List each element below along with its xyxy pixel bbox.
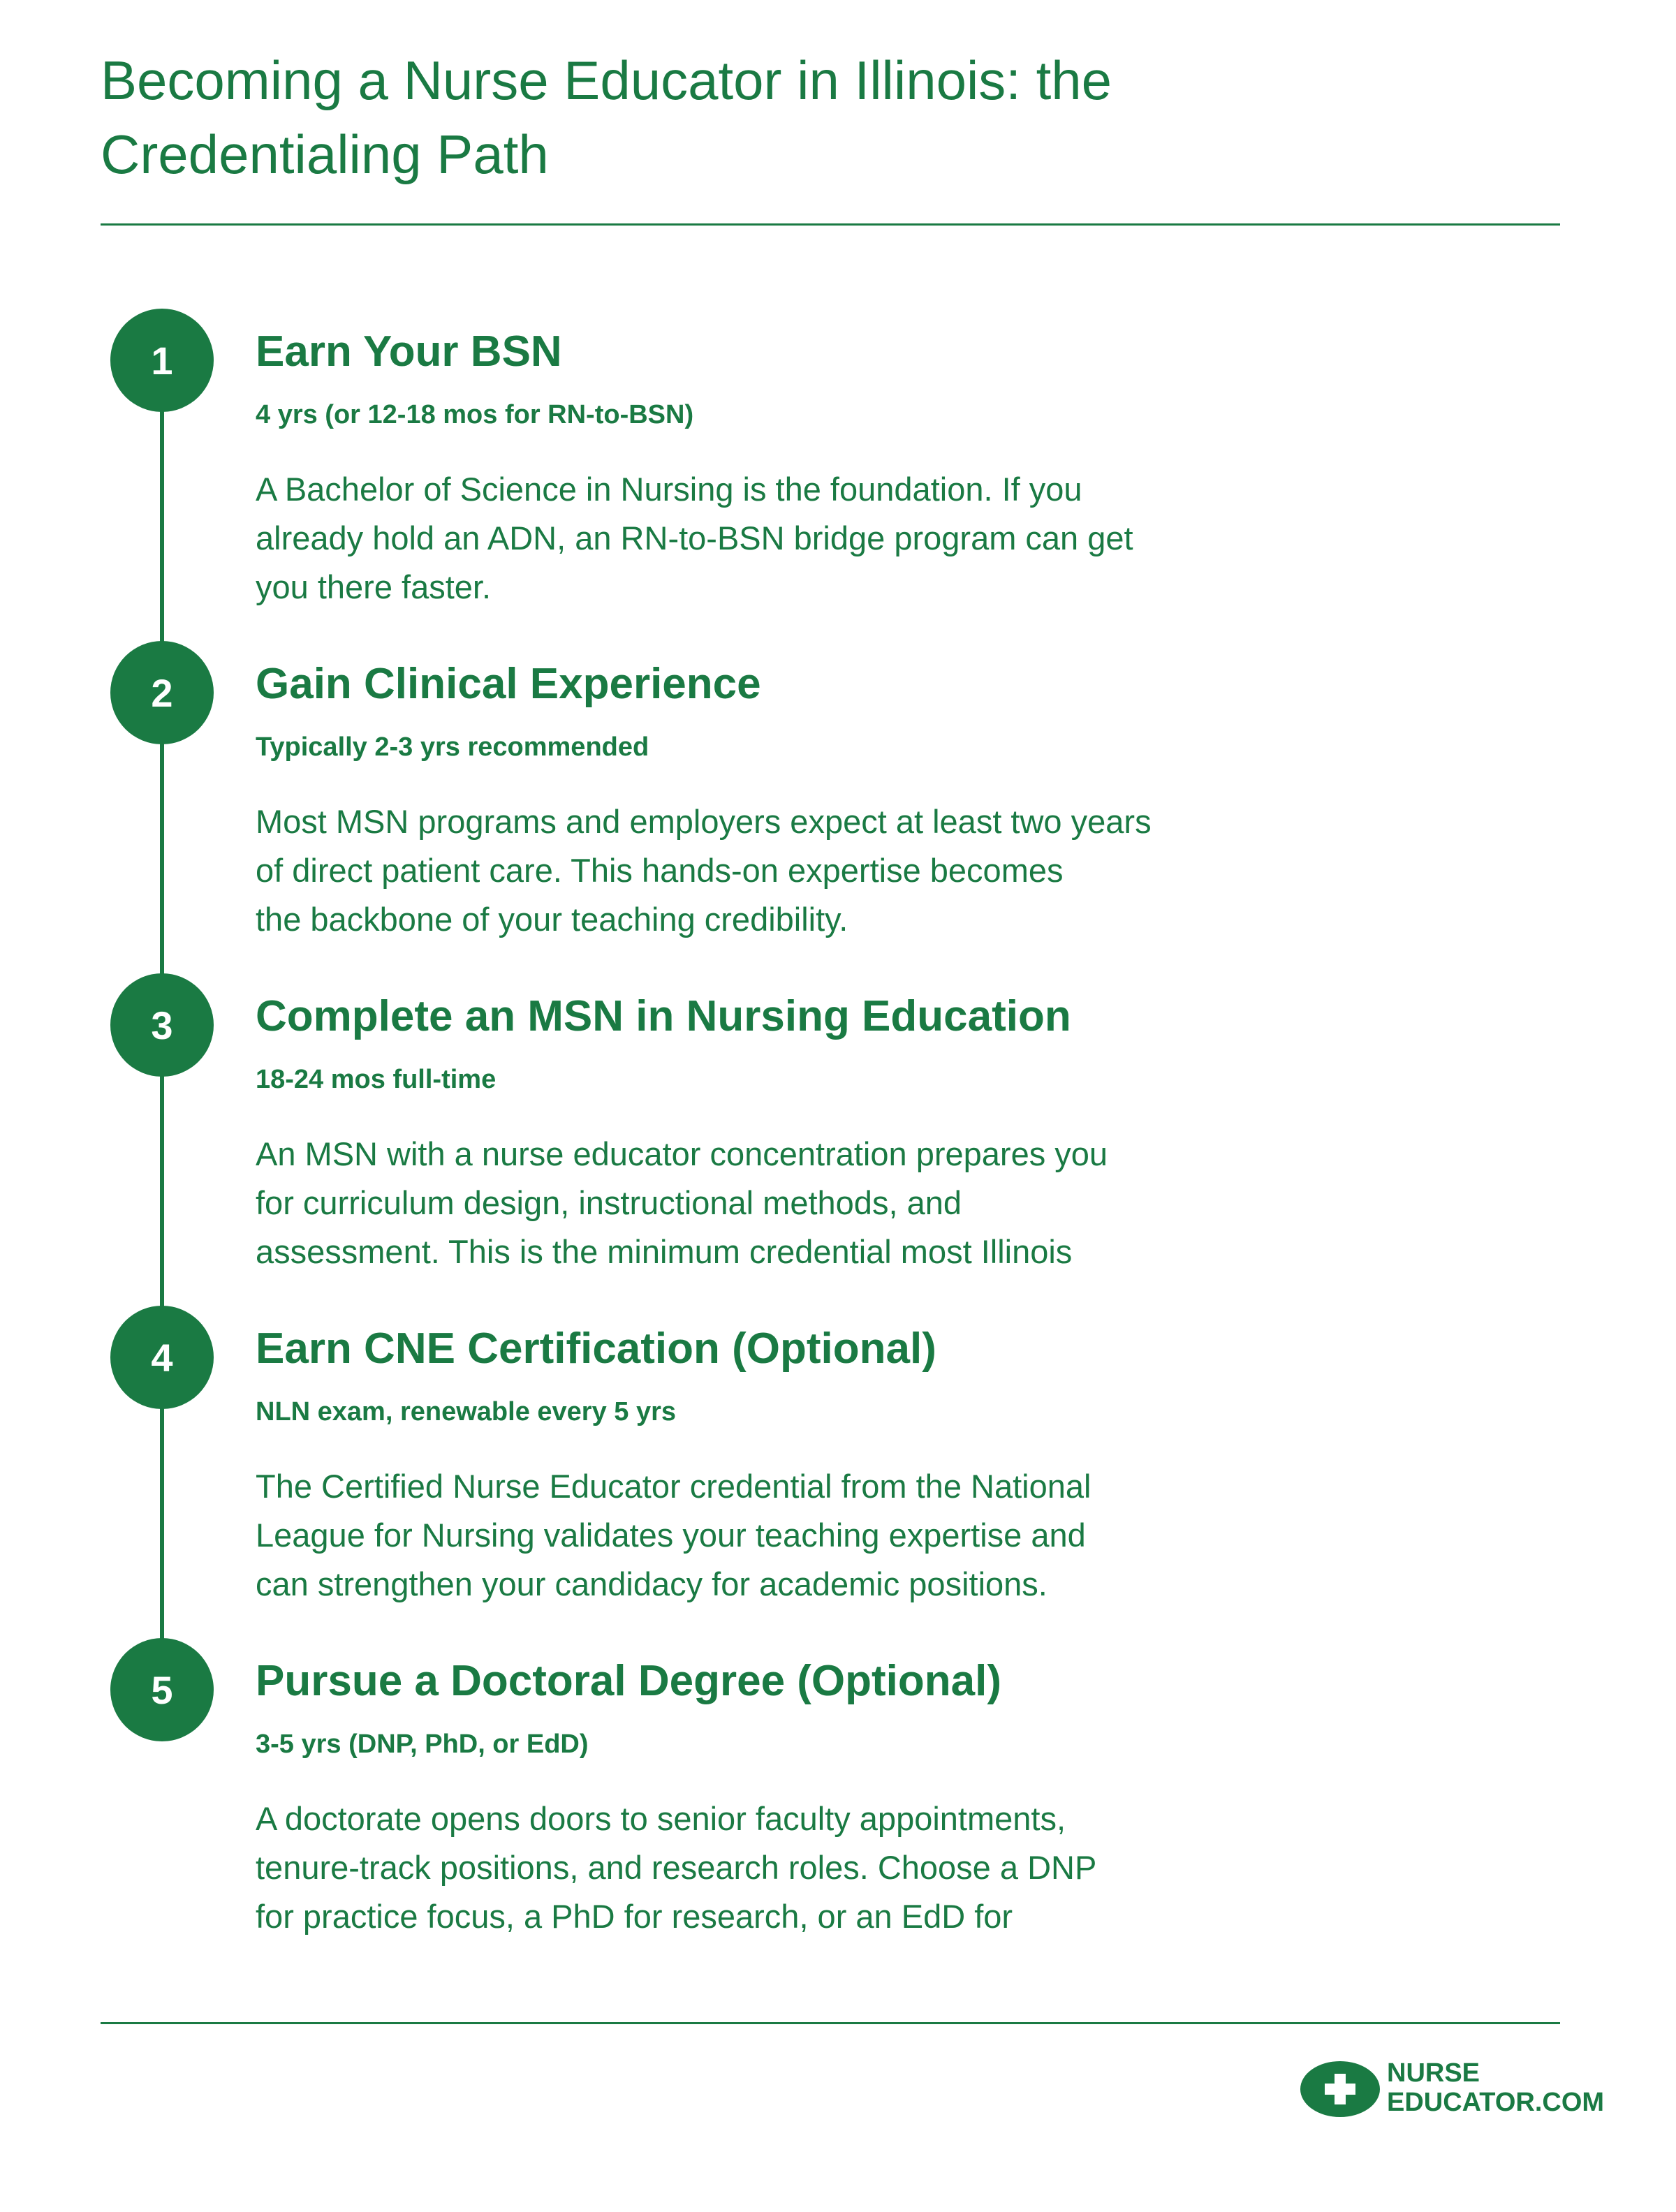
step-number-badge: 3 xyxy=(110,973,214,1077)
step-title: Earn CNE Certification (Optional) xyxy=(256,1325,936,1373)
description-line: tenure-track positions, and research roles. Choose a DNP xyxy=(256,1849,1097,1886)
description-line: League for Nursing validates your teaching expertise and xyxy=(256,1517,1086,1554)
step-title: Complete an MSN in Nursing Education xyxy=(256,992,1071,1040)
step-description xyxy=(256,797,1387,944)
description-line: you there faster. xyxy=(256,568,492,605)
step-number-badge: 1 xyxy=(110,309,214,412)
description-line: A Bachelor of Science in Nursing is the foundation. If you xyxy=(256,471,1082,508)
step-duration: 18-24 mos full-time xyxy=(256,1065,497,1094)
description-line: An MSN with a nurse educator concentration prepares you xyxy=(256,1135,1108,1172)
step-duration: 4 yrs (or 12-18 mos for RN-to-BSN) xyxy=(256,400,694,429)
bottom-divider xyxy=(101,2022,1560,2024)
medical-cross-icon xyxy=(1323,2072,1358,2107)
step-description xyxy=(256,1794,1387,1941)
logo-badge xyxy=(1300,2061,1380,2117)
step-description xyxy=(256,465,1387,612)
title-line: Credentialing Path xyxy=(101,124,549,185)
description-line: A doctorate opens doors to senior faculty appointments, xyxy=(256,1800,1066,1837)
description-line: assessment. This is the minimum credential most Illinois xyxy=(256,1233,1073,1270)
step-duration: Typically 2-3 yrs recommended xyxy=(256,732,649,762)
step-number-badge: 5 xyxy=(110,1638,214,1741)
step-title: Pursue a Doctoral Degree (Optional) xyxy=(256,1657,1001,1705)
description-line: for practice focus, a PhD for research, or an EdD for xyxy=(256,1898,1013,1935)
brand-logo xyxy=(1300,2058,1605,2123)
description-line: the backbone of your teaching credibility. xyxy=(256,901,848,938)
description-line: Most MSN programs and employers expect at least two years xyxy=(256,803,1152,840)
step-number-badge: 2 xyxy=(110,641,214,744)
description-line: for curriculum design, instructional methods, and xyxy=(256,1184,962,1221)
description-line: of direct patient care. This hands-on expertise becomes xyxy=(256,852,1064,889)
step-description xyxy=(256,1130,1387,1276)
title-line: Becoming a Nurse Educator in Illinois: the xyxy=(101,50,1112,111)
step-description xyxy=(256,1462,1387,1609)
top-divider xyxy=(101,223,1560,226)
step-duration: NLN exam, renewable every 5 yrs xyxy=(256,1397,677,1426)
description-line: already hold an ADN, an RN-to-BSN bridge program can get xyxy=(256,519,1133,556)
description-line: The Certified Nurse Educator credential from the National xyxy=(256,1468,1091,1505)
logo-wordmark xyxy=(1387,2058,1604,2117)
logo-line-1: NURSE xyxy=(1387,2058,1480,2088)
step-title: Earn Your BSN xyxy=(256,327,562,376)
page-title xyxy=(101,43,1358,191)
logo-line-2: EDUCATOR.COM xyxy=(1387,2088,1605,2117)
description-line: can strengthen your candidacy for academic positions. xyxy=(256,1565,1048,1602)
step-number-badge: 4 xyxy=(110,1306,214,1409)
step-title: Gain Clinical Experience xyxy=(256,660,761,708)
step-duration: 3-5 yrs (DNP, PhD, or EdD) xyxy=(256,1730,589,1759)
